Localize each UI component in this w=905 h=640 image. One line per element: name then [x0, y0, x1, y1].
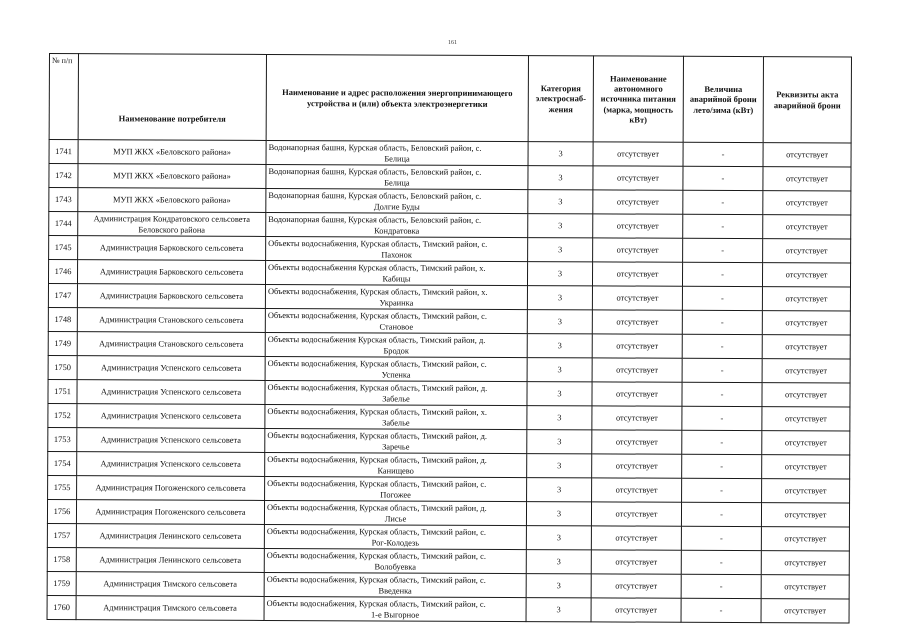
consumer-name-line: Администрация Успенского сельсовета	[100, 459, 241, 469]
emergency-reserve: -	[682, 406, 762, 430]
row-number: 1757	[47, 523, 76, 547]
consumer-name-line: Администрация Тимского сельсовета	[103, 603, 237, 613]
emergency-reserve: -	[683, 214, 763, 238]
row-number: 1749	[48, 331, 77, 355]
header-act: Реквизиты акта аварийной брони	[763, 57, 851, 143]
consumer-name	[76, 500, 264, 525]
supply-category: 3	[526, 550, 591, 574]
emergency-reserve: -	[683, 142, 763, 166]
consumer-name-line: Администрация Успенского сельсовета	[100, 387, 242, 397]
object-address-line: Объекты водоснабжения, Курская область, Тимский район, х.	[267, 286, 488, 297]
row-number: 1753	[48, 427, 77, 451]
autonomous-source: отсутствует	[593, 238, 683, 262]
header-row	[49, 54, 851, 143]
table-row	[47, 595, 849, 622]
object-locality: Лисье	[384, 513, 407, 524]
object-address	[265, 308, 527, 333]
row-number: 1751	[48, 379, 77, 403]
reserve-act: отсутствует	[763, 215, 851, 239]
supply-category: 3	[526, 502, 591, 526]
consumer-name	[77, 284, 265, 309]
object-address-line: Объекты водоснабжения, Курская область, Тимский район, д.	[267, 430, 488, 441]
object-address-line: Объекты водоснабжения, Курская область, Тимский район, д.	[267, 382, 488, 393]
object-address	[265, 428, 527, 453]
object-address-line: Объекты водоснабжения, Курская область, Тимский район, с.	[268, 238, 488, 249]
table-row	[48, 403, 850, 430]
object-address-line: Водонапорная башня, Курская область, Беловский район, с.	[268, 142, 482, 153]
object-address	[265, 380, 527, 405]
consumer-name-line: Администрация Успенского сельсовета	[100, 363, 242, 373]
autonomous-source: отсутствует	[591, 574, 681, 598]
supply-category: 3	[527, 382, 592, 406]
emergency-reserve: -	[681, 574, 761, 598]
object-locality: Пахонок	[381, 249, 412, 260]
emergency-reserve: -	[683, 238, 763, 262]
consumer-name-line: МУП ЖКХ «Беловского района»	[113, 147, 231, 157]
object-locality: Кабицы	[382, 273, 411, 284]
row-number: 1750	[48, 355, 77, 379]
object-address-line: Объекты водоснабжения, Курская область, Тимский район, с.	[267, 310, 488, 321]
object-locality: Рог-Колодезь	[371, 537, 420, 548]
consumer-name-line: Администрация Становского сельсовета	[99, 315, 244, 325]
table-row	[48, 284, 850, 311]
object-address	[264, 548, 526, 573]
consumer-name-line: Администрация Кондратовского сельсовета	[93, 213, 250, 224]
consumer-name	[77, 380, 265, 405]
object-address	[266, 188, 528, 213]
autonomous-source: отсутствует	[591, 598, 681, 622]
object-locality: Белица	[384, 177, 410, 188]
autonomous-source: отсутствует	[592, 382, 682, 406]
object-address-line: Объекты водоснабжения, Курская область, Тимский район, д.	[267, 502, 487, 513]
object-locality: Успенка	[381, 369, 411, 380]
consumer-name	[77, 356, 265, 381]
row-number: 1748	[48, 307, 77, 331]
autonomous-source: отсутствует	[592, 406, 682, 430]
object-address-line: Объекты водоснабжения Курская область, Тимский район, д.	[267, 334, 486, 345]
header-reserve: Величина аварийной брони лето/зима (кВт)	[683, 56, 763, 142]
object-address	[265, 356, 527, 381]
consumer-name-line: Администрация Погоженского сельсовета	[95, 483, 246, 493]
row-number: 1743	[49, 188, 78, 212]
supply-category: 3	[526, 526, 591, 550]
reserve-act: отсутствует	[761, 503, 849, 527]
table-row	[49, 140, 851, 167]
emergency-reserve: -	[683, 190, 763, 214]
object-locality: 1-е Выгорное	[370, 609, 420, 620]
consumer-name-line: Администрация Погоженского сельсовета	[95, 507, 246, 517]
object-address-line: Объекты водоснабжения, Курская область, Тимский район, с.	[267, 478, 487, 489]
emergency-reserve: -	[681, 526, 761, 550]
autonomous-source: отсутствует	[593, 214, 683, 238]
autonomous-source: отсутствует	[592, 334, 682, 358]
emergency-reserve: -	[682, 454, 762, 478]
object-address	[266, 212, 528, 237]
supply-category: 3	[527, 334, 592, 358]
object-address	[265, 476, 527, 501]
row-number: 1745	[49, 236, 78, 260]
reserve-act: отсутствует	[762, 359, 850, 383]
row-number: 1754	[48, 451, 77, 475]
reserve-act: отсутствует	[763, 143, 851, 167]
consumer-name	[78, 212, 266, 237]
supply-category: 3	[526, 574, 591, 598]
reserve-act: отсутствует	[762, 287, 850, 311]
page-number: 161	[448, 40, 457, 46]
supply-category: 3	[527, 262, 592, 286]
consumer-name	[77, 452, 265, 477]
object-locality: Кондратовка	[374, 225, 420, 236]
table-row	[48, 307, 850, 334]
consumer-name	[77, 308, 265, 333]
consumer-name	[78, 236, 266, 261]
autonomous-source: отсутствует	[591, 502, 681, 526]
reserve-act: отсутствует	[763, 191, 851, 215]
object-address	[266, 140, 528, 165]
object-locality: Волобуевка	[374, 561, 416, 572]
table-row	[49, 236, 851, 263]
object-address-line: Объекты водоснабжения, Курская область, Тимский район, с.	[266, 598, 486, 609]
consumer-name	[78, 140, 266, 165]
consumer-name-line: Администрация Становского сельсовета	[98, 339, 244, 349]
object-locality: Заречье	[382, 441, 410, 452]
row-number: 1747	[48, 284, 77, 308]
reserve-act: отсутствует	[761, 599, 849, 623]
row-number: 1756	[47, 499, 76, 523]
emergency-reserve: -	[682, 262, 762, 286]
consumer-name-line: Администрация Ленинского сельсовета	[99, 555, 242, 565]
supply-category: 3	[527, 454, 592, 478]
reserve-act: отсутствует	[762, 479, 850, 503]
object-address	[265, 452, 527, 477]
emergency-reserve: -	[682, 478, 762, 502]
supply-category: 3	[527, 478, 592, 502]
supply-category: 3	[527, 358, 592, 382]
supply-category: 3	[527, 286, 592, 310]
consumer-name	[76, 572, 264, 597]
consumer-name	[77, 476, 265, 501]
consumer-name	[77, 332, 265, 357]
emergency-reserve: -	[682, 310, 762, 334]
consumer-name	[76, 548, 264, 573]
object-address	[264, 572, 526, 597]
consumer-name-line: Администрация Барковского сельсовета	[99, 291, 244, 301]
consumer-name-line: Администрация Барковского сельсовета	[99, 243, 244, 253]
object-address-line: Объекты водоснабжения, Курская область, Тимский район, с.	[266, 550, 486, 561]
autonomous-source: отсутствует	[592, 430, 682, 454]
reserve-act: отсутствует	[761, 527, 849, 551]
emergency-reserve: -	[683, 166, 763, 190]
row-number: 1744	[49, 212, 78, 236]
object-address-line: Объекты водоснабжения, Курская область, Тимский район, д.	[267, 454, 487, 465]
reserve-act: отсутствует	[762, 263, 850, 287]
object-locality: Украинка	[379, 297, 414, 308]
row-number: 1760	[47, 595, 76, 619]
table-row	[48, 260, 850, 287]
row-number: 1759	[47, 571, 76, 595]
object-locality: Долгие Буды	[373, 201, 420, 212]
reserve-act: отсутствует	[762, 311, 850, 335]
emergency-reserve: -	[682, 286, 762, 310]
table-row	[47, 571, 849, 598]
supply-category: 3	[527, 310, 592, 334]
autonomous-source: отсутствует	[592, 454, 682, 478]
header-source: Наименование автономного источника питания (марка, мощность кВт)	[593, 56, 683, 142]
table-body	[47, 140, 851, 623]
reserve-act: отсутствует	[761, 551, 849, 575]
autonomous-source: отсутствует	[593, 142, 683, 166]
emergency-reserve: -	[682, 382, 762, 406]
autonomous-source: отсутствует	[592, 358, 682, 382]
consumer-table	[47, 53, 852, 623]
consumer-name	[76, 596, 264, 621]
object-address	[265, 284, 527, 309]
autonomous-source: отсутствует	[593, 190, 683, 214]
reserve-act: отсутствует	[762, 335, 850, 359]
supply-category: 3	[528, 214, 593, 238]
reserve-act: отсутствует	[761, 575, 849, 599]
consumer-name-line: Беловского района	[138, 224, 206, 235]
table-row	[48, 451, 850, 478]
supply-category: 3	[528, 190, 593, 214]
table-row	[48, 427, 850, 454]
object-address	[265, 332, 527, 357]
emergency-reserve: -	[682, 334, 762, 358]
object-address	[266, 164, 528, 189]
object-locality: Канищево	[377, 465, 414, 476]
object-locality: Становое	[379, 321, 414, 332]
autonomous-source: отсутствует	[592, 286, 682, 310]
object-locality: Бродок	[383, 345, 409, 356]
autonomous-source: отсутствует	[591, 526, 681, 550]
consumer-name-line: МУП ЖКХ «Беловского района»	[112, 195, 231, 205]
autonomous-source: отсутствует	[592, 262, 682, 286]
row-number: 1742	[49, 164, 78, 188]
reserve-act: отсутствует	[762, 383, 850, 407]
object-address	[264, 596, 526, 621]
autonomous-source: отсутствует	[593, 166, 683, 190]
object-address	[264, 524, 526, 549]
table-row	[47, 499, 849, 526]
object-locality: Введенка	[378, 585, 412, 596]
emergency-reserve: -	[682, 430, 762, 454]
table-row	[48, 331, 850, 358]
emergency-reserve: -	[681, 550, 761, 574]
table-row	[49, 164, 851, 191]
reserve-act: отсутствует	[763, 239, 851, 263]
consumer-name	[77, 404, 265, 429]
consumer-name	[78, 188, 266, 213]
table-row	[48, 379, 850, 406]
reserve-act: отсутствует	[763, 167, 851, 191]
object-address-line: Водонапорная башня, Курская область, Беловский район, с.	[268, 166, 482, 177]
consumer-name	[77, 428, 265, 453]
object-address-line: Объекты водоснабжения, Курская область, Тимский район, с.	[266, 574, 486, 585]
supply-category: 3	[527, 430, 592, 454]
object-address	[264, 500, 526, 525]
object-address-line: Объекты водоснабжения, Курская область, Тимский район, х.	[267, 406, 488, 417]
supply-category: 3	[527, 406, 592, 430]
row-number: 1746	[48, 260, 77, 284]
row-number: 1752	[48, 403, 77, 427]
emergency-reserve: -	[681, 502, 761, 526]
supply-category: 3	[528, 142, 593, 166]
table-header	[49, 54, 851, 143]
autonomous-source: отсутствует	[591, 550, 681, 574]
supply-category: 3	[528, 238, 593, 262]
table-row	[49, 188, 851, 215]
consumer-name-line: Администрация Успенского сельсовета	[100, 435, 241, 445]
header-object: Наименование и адрес расположения энергопринимающего устройства и (или) объекта электроэнергетики	[266, 54, 528, 141]
object-address-line: Водонапорная башня, Курская область, Беловский район, с.	[268, 190, 482, 201]
reserve-act: отсутствует	[762, 431, 850, 455]
consumer-name-line: МУП ЖКХ «Беловского района»	[113, 171, 231, 181]
table-row	[48, 355, 850, 382]
object-address-line: Объекты водоснабжения Курская область, Тимский район, х.	[268, 262, 486, 273]
object-address	[265, 404, 527, 429]
object-address-line: Объекты водоснабжения, Курская область, Тимский район, с.	[267, 358, 487, 369]
consumer-name-line: Администрация Успенского сельсовета	[100, 411, 242, 421]
table-row	[47, 523, 849, 550]
supply-category: 3	[528, 166, 593, 190]
consumer-name-line: Администрация Барковского сельсовета	[99, 267, 244, 277]
row-number: 1741	[49, 140, 78, 164]
autonomous-source: отсутствует	[592, 310, 682, 334]
object-locality: Белица	[384, 153, 410, 164]
reserve-act: отсутствует	[762, 407, 850, 431]
object-locality: Погожее	[380, 489, 411, 500]
consumer-name-line: Администрация Ленинского сельсовета	[99, 531, 242, 541]
object-address	[266, 236, 528, 261]
table-row	[48, 475, 850, 502]
table-row	[49, 212, 851, 239]
consumer-name-line: Администрация Тимского сельсовета	[103, 579, 238, 589]
row-number: 1755	[48, 475, 77, 499]
emergency-reserve: -	[682, 358, 762, 382]
consumer-name	[76, 524, 264, 549]
object-locality: Забелье	[382, 417, 410, 428]
supply-category: 3	[526, 598, 591, 622]
table-row	[47, 547, 849, 574]
header-consumer: Наименование потребителя	[78, 54, 266, 141]
object-address-line: Объекты водоснабжения, Курская область, Тимский район, с.	[266, 526, 487, 537]
emergency-reserve: -	[681, 598, 761, 622]
object-locality: Забелье	[382, 393, 410, 404]
consumer-name	[77, 260, 265, 285]
row-number: 1758	[47, 547, 76, 571]
object-address-line: Водонапорная башня, Курская область, Беловский район, с.	[268, 214, 482, 225]
consumer-name	[78, 164, 266, 189]
reserve-act: отсутствует	[762, 455, 850, 479]
object-address	[265, 260, 527, 285]
header-num: № п/п	[49, 54, 78, 140]
autonomous-source: отсутствует	[592, 478, 682, 502]
header-category: Категория электроснаб-жения	[528, 56, 593, 142]
